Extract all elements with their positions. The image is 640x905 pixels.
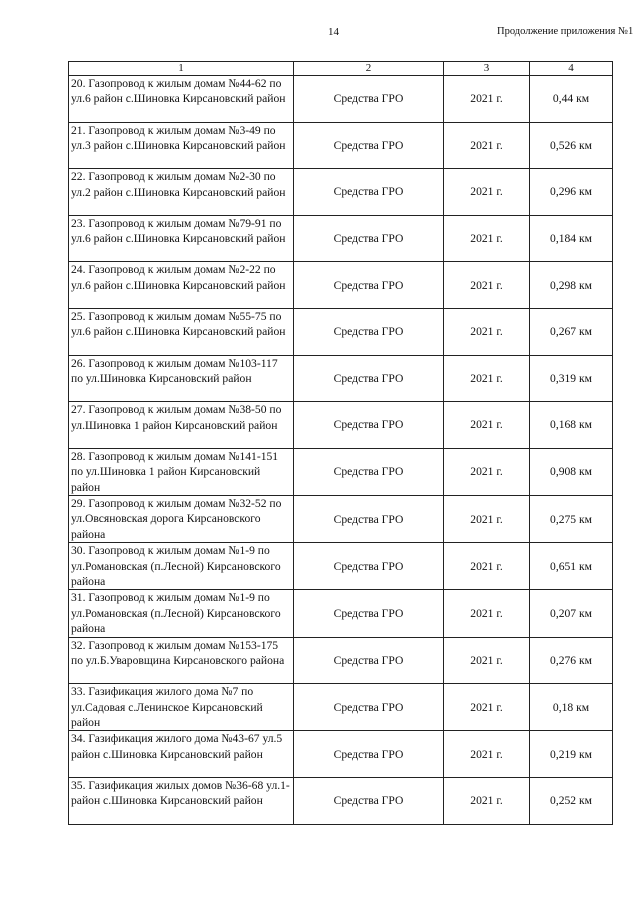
funding-source-cell: Средства ГРО [294,215,444,262]
year-cell: 2021 г. [444,308,530,355]
column-header-1: 1 [69,62,294,76]
funding-source-cell: Средства ГРО [294,778,444,825]
year-cell: 2021 г. [444,684,530,731]
object-description-cell: 29. Газопровод к жилым домам №32-52 по ул.Овсяновская дорога Кирсановского района [69,495,294,542]
funding-source-cell: Средства ГРО [294,590,444,637]
year-cell: 2021 г. [444,262,530,309]
object-description-cell: 31. Газопровод к жилым домам №1-9 по ул.Романовская (п.Лесной) Кирсановского района [69,590,294,637]
year-cell: 2021 г. [444,448,530,495]
continuation-label: Продолжение приложения №1 [497,26,634,37]
length-cell: 0,18 км [530,684,613,731]
object-description-cell: 26. Газопровод к жилым домам №103-117 по ул.Шиновка Кирсановский район [69,355,294,402]
object-description-cell: 23. Газопровод к жилым домам №79-91 по ул.6 район с.Шиновка Кирсановский район [69,215,294,262]
funding-source-cell: Средства ГРО [294,637,444,684]
table-row [69,637,613,684]
table-row [69,122,613,169]
table-row [69,590,613,637]
column-header-4: 4 [530,62,613,76]
year-cell: 2021 г. [444,495,530,542]
object-description-cell: 25. Газопровод к жилым домам №55-75 по ул.6 район с.Шиновка Кирсановский район [69,308,294,355]
length-cell: 0,275 км [530,495,613,542]
length-cell: 0,651 км [530,543,613,590]
object-description-cell: 34. Газификация жилого дома №43-67 ул.5 район с.Шиновка Кирсановский район [69,731,294,778]
column-header-3: 3 [444,62,530,76]
table-row [69,76,613,123]
length-cell: 0,908 км [530,448,613,495]
table-row [69,448,613,495]
table-row [69,684,613,731]
year-cell: 2021 г. [444,778,530,825]
object-description-cell: 22. Газопровод к жилым домам №2-30 по ул.2 район с.Шиновка Кирсановский район [69,169,294,216]
funding-source-cell: Средства ГРО [294,402,444,449]
table-row [69,495,613,542]
funding-source-cell: Средства ГРО [294,76,444,123]
table-header-row [69,62,613,76]
table-body [69,76,613,825]
length-cell: 0,168 км [530,402,613,449]
object-description-cell: 32. Газопровод к жилым домам №153-175 по ул.Б.Уваровщина Кирсановского района [69,637,294,684]
year-cell: 2021 г. [444,543,530,590]
length-cell: 0,207 км [530,590,613,637]
table-row [69,402,613,449]
page-number: 14 [328,26,339,38]
year-cell: 2021 г. [444,637,530,684]
object-description-cell: 21. Газопровод к жилым домам №3-49 по ул.3 район с.Шиновка Кирсановский район [69,122,294,169]
funding-source-cell: Средства ГРО [294,355,444,402]
table-row [69,543,613,590]
year-cell: 2021 г. [444,169,530,216]
funding-source-cell: Средства ГРО [294,543,444,590]
funding-source-cell: Средства ГРО [294,684,444,731]
length-cell: 0,267 км [530,308,613,355]
object-description-cell: 30. Газопровод к жилым домам №1-9 по ул.Романовская (п.Лесной) Кирсановского района [69,543,294,590]
object-description-cell: 27. Газопровод к жилым домам №38-50 по ул.Шиновка 1 район Кирсановский район [69,402,294,449]
length-cell: 0,252 км [530,778,613,825]
funding-source-cell: Средства ГРО [294,308,444,355]
year-cell: 2021 г. [444,355,530,402]
object-description-cell: 20. Газопровод к жилым домам №44-62 по ул.6 район с.Шиновка Кирсановский район [69,76,294,123]
table-row [69,215,613,262]
year-cell: 2021 г. [444,76,530,123]
year-cell: 2021 г. [444,402,530,449]
column-header-2: 2 [294,62,444,76]
table-row [69,355,613,402]
length-cell: 0,184 км [530,215,613,262]
length-cell: 0,296 км [530,169,613,216]
length-cell: 0,219 км [530,731,613,778]
table-row [69,778,613,825]
funding-source-cell: Средства ГРО [294,169,444,216]
table-row [69,169,613,216]
year-cell: 2021 г. [444,215,530,262]
length-cell: 0,526 км [530,122,613,169]
funding-source-cell: Средства ГРО [294,448,444,495]
gas-pipeline-table [68,61,613,825]
table-row [69,262,613,309]
length-cell: 0,276 км [530,637,613,684]
year-cell: 2021 г. [444,731,530,778]
length-cell: 0,44 км [530,76,613,123]
funding-source-cell: Средства ГРО [294,731,444,778]
funding-source-cell: Средства ГРО [294,495,444,542]
object-description-cell: 33. Газификация жилого дома №7 по ул.Садовая с.Ленинское Кирсановский район [69,684,294,731]
object-description-cell: 28. Газопровод к жилым домам №141-151 по ул.Шиновка 1 район Кирсановский район [69,448,294,495]
object-description-cell: 35. Газификация жилых домов №36-68 ул.1-район с.Шиновка Кирсановский район [69,778,294,825]
funding-source-cell: Средства ГРО [294,122,444,169]
year-cell: 2021 г. [444,590,530,637]
year-cell: 2021 г. [444,122,530,169]
table-row [69,308,613,355]
table-row [69,731,613,778]
object-description-cell: 24. Газопровод к жилым домам №2-22 по ул.6 район с.Шиновка Кирсановский район [69,262,294,309]
funding-source-cell: Средства ГРО [294,262,444,309]
length-cell: 0,319 км [530,355,613,402]
length-cell: 0,298 км [530,262,613,309]
